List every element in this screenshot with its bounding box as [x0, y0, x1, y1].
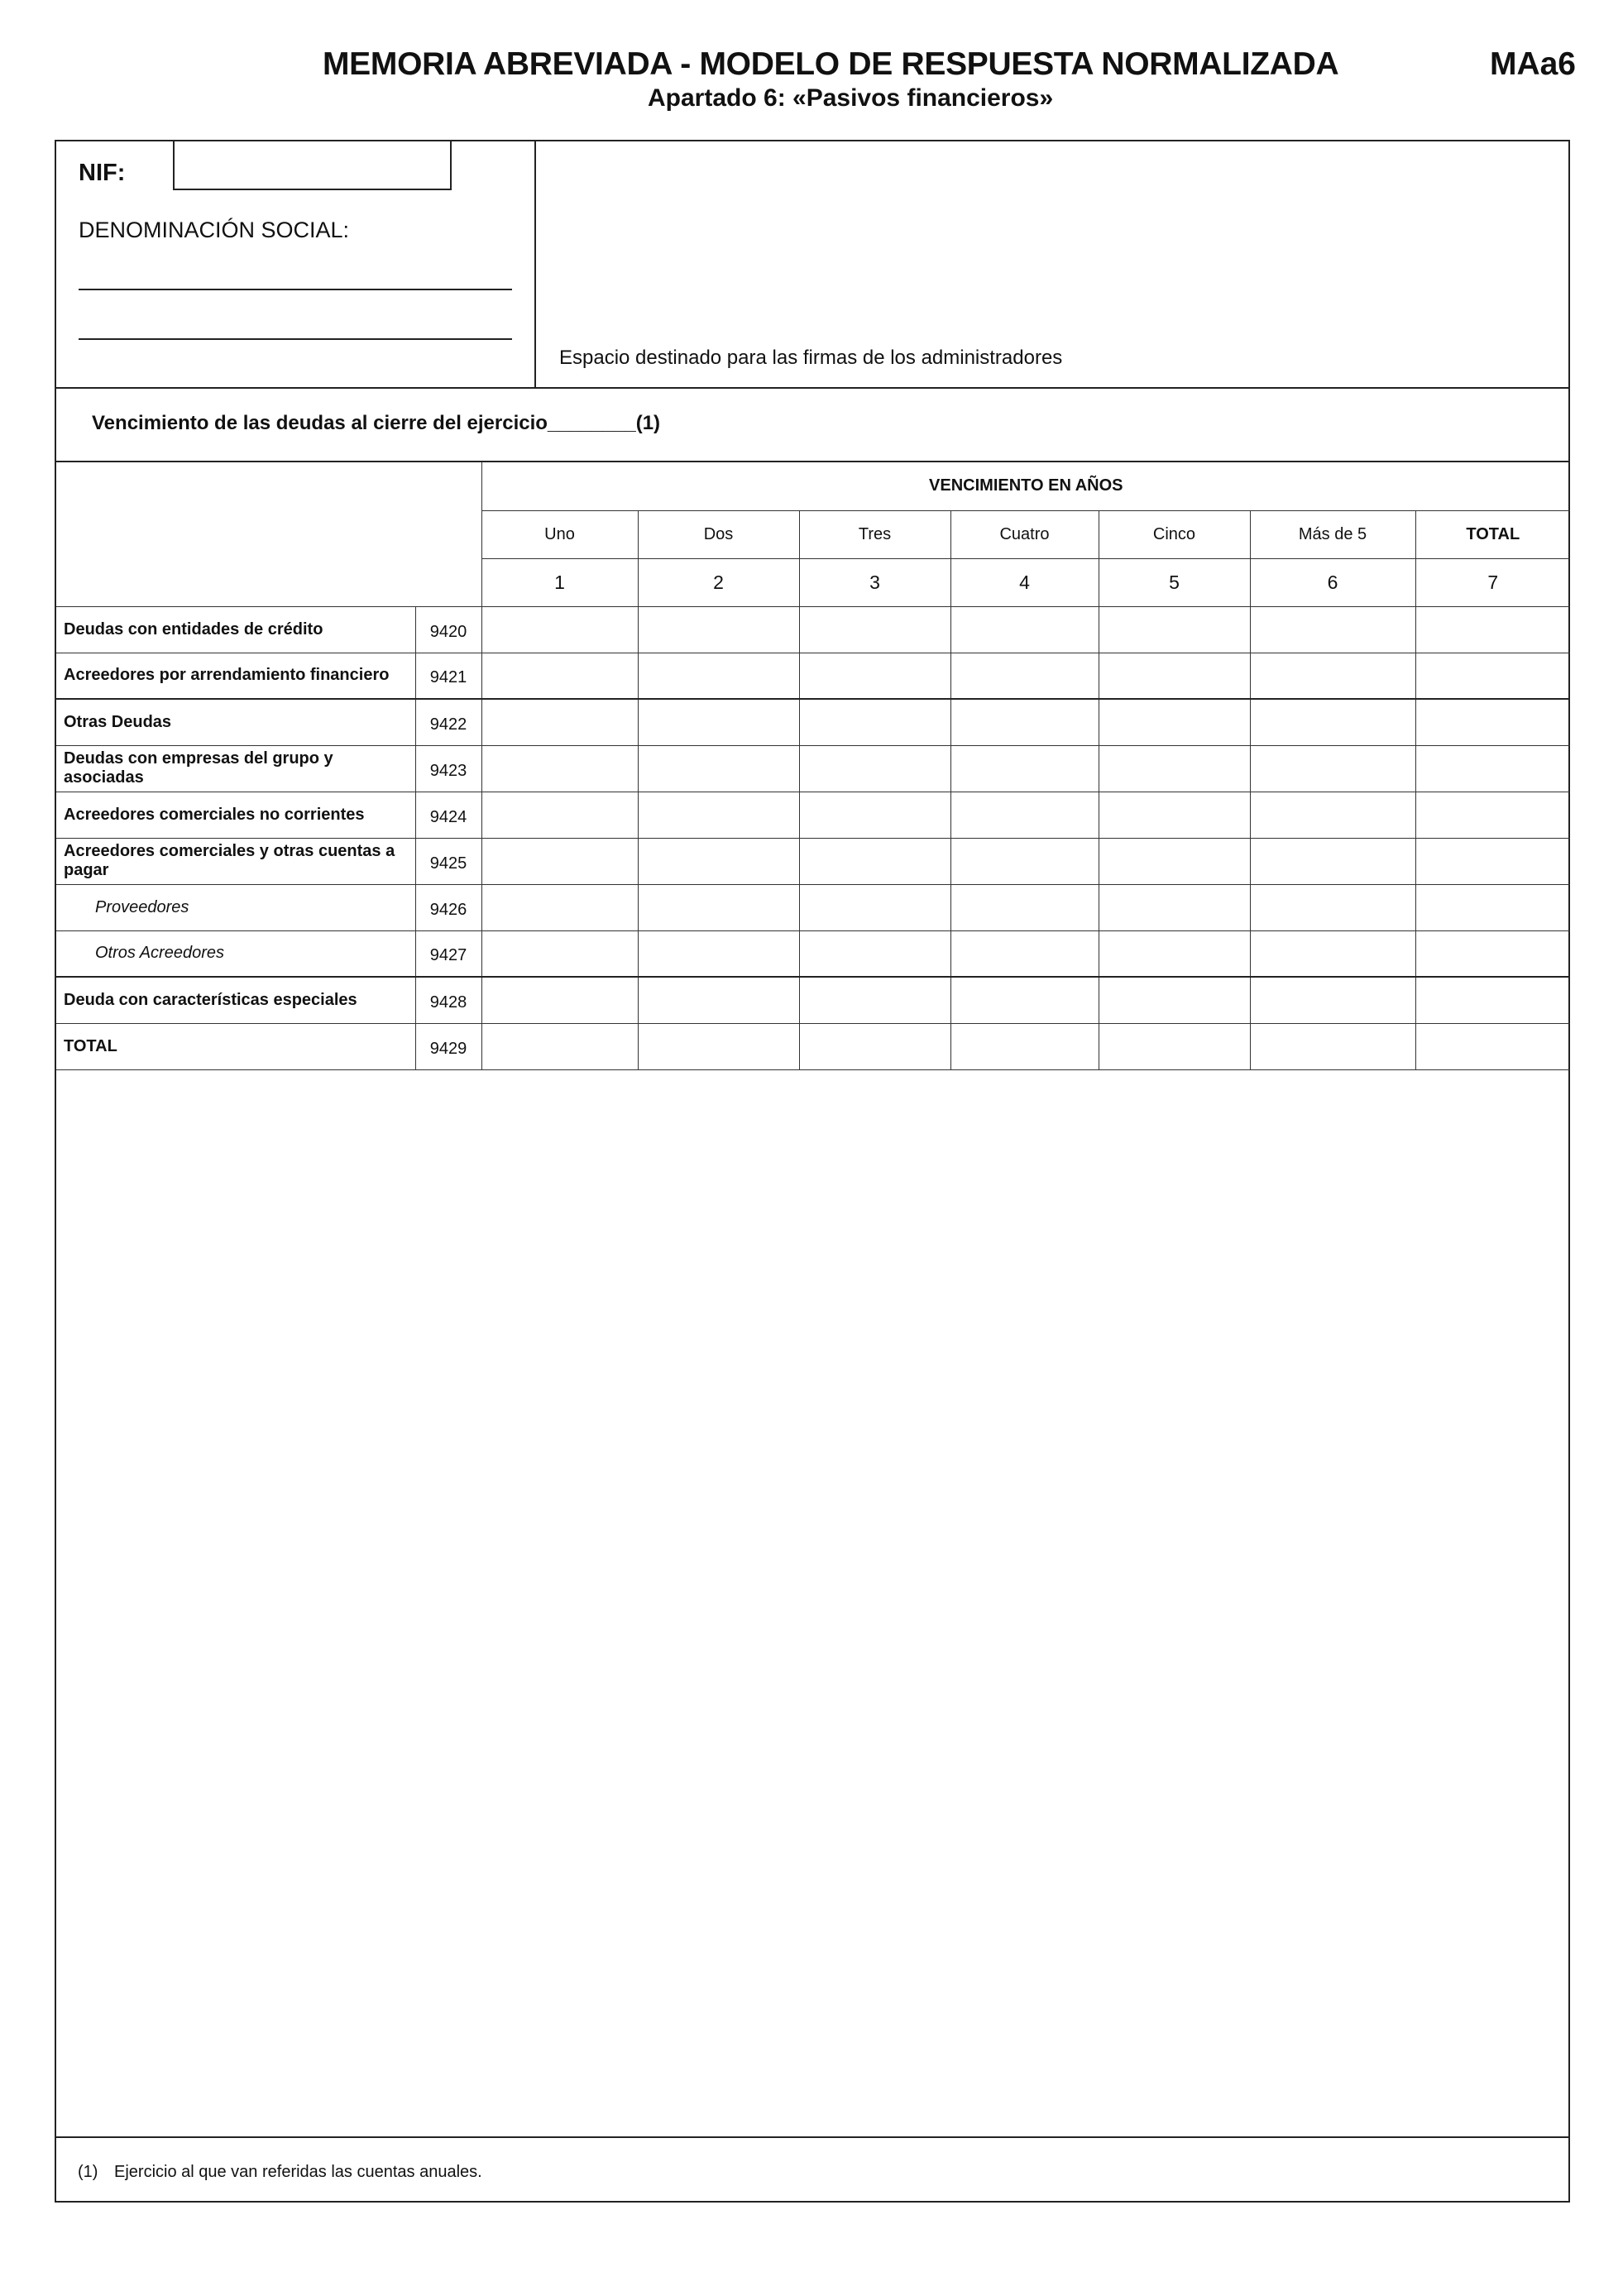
row-code: 9428 — [415, 977, 481, 1023]
col-header-mas-de-5: Más de 5 — [1250, 510, 1415, 558]
amount-input-cell[interactable] — [638, 838, 799, 884]
amount-input-cell[interactable] — [638, 977, 799, 1023]
amount-input-cell[interactable] — [1099, 699, 1250, 745]
amount-input-cell[interactable] — [950, 838, 1099, 884]
amount-input-cell[interactable] — [481, 699, 638, 745]
section-heading: Vencimiento de las deudas al cierre del ejercicio________(1) — [92, 412, 661, 434]
signatures-area-label: Espacio destinado para las firmas de los administradores — [559, 347, 1063, 369]
amount-input-cell[interactable] — [950, 884, 1099, 930]
amount-input-cell[interactable] — [481, 792, 638, 838]
amount-input-cell[interactable] — [1250, 745, 1415, 792]
table-row — [56, 838, 1570, 884]
amount-input-cell[interactable] — [1250, 1023, 1415, 1069]
table-corner-cell — [56, 462, 481, 606]
amount-input-cell[interactable] — [799, 653, 950, 699]
row-label: Deudas con empresas del grupo y asociadas — [56, 745, 415, 792]
col-header-uno: Uno — [481, 510, 638, 558]
col-header-dos: Dos — [638, 510, 799, 558]
amount-input-cell[interactable] — [638, 884, 799, 930]
identity-section — [56, 141, 1568, 389]
amount-input-cell[interactable] — [1099, 653, 1250, 699]
amount-input-cell[interactable] — [950, 699, 1099, 745]
table-row — [56, 653, 1570, 699]
amount-input-cell[interactable] — [638, 1023, 799, 1069]
table-row — [56, 792, 1570, 838]
amount-input-cell[interactable] — [1250, 930, 1415, 977]
table-row — [56, 930, 1570, 977]
row-code: 9425 — [415, 838, 481, 884]
amount-input-cell[interactable] — [638, 699, 799, 745]
col-number-5: 5 — [1099, 558, 1250, 606]
row-code: 9426 — [415, 884, 481, 930]
row-code: 9420 — [415, 606, 481, 653]
amount-input-cell[interactable] — [799, 792, 950, 838]
amount-input-cell[interactable] — [638, 606, 799, 653]
amount-input-cell[interactable] — [481, 606, 638, 653]
footnote-number: (1) — [78, 2163, 98, 2181]
amount-input-cell[interactable] — [1415, 792, 1570, 838]
amount-input-cell[interactable] — [1250, 606, 1415, 653]
form-code: MAa6 — [1489, 46, 1576, 82]
col-header-total: TOTAL — [1415, 510, 1570, 558]
col-number-4: 4 — [950, 558, 1099, 606]
amount-input-cell[interactable] — [1415, 1023, 1570, 1069]
amount-input-cell[interactable] — [1415, 699, 1570, 745]
row-label: Acreedores comerciales no corrientes — [56, 792, 415, 838]
col-number-3: 3 — [799, 558, 950, 606]
amount-input-cell[interactable] — [481, 838, 638, 884]
amount-input-cell[interactable] — [799, 699, 950, 745]
amount-input-cell[interactable] — [1250, 699, 1415, 745]
row-label: Otras Deudas — [56, 699, 415, 745]
amount-input-cell[interactable] — [1415, 838, 1570, 884]
group-header-cell: VENCIMIENTO EN AÑOS — [481, 462, 1570, 510]
amount-input-cell[interactable] — [1415, 977, 1570, 1023]
amount-input-cell[interactable] — [799, 606, 950, 653]
row-label: Acreedores comerciales y otras cuentas a pagar — [56, 838, 415, 884]
amount-input-cell[interactable] — [1099, 792, 1250, 838]
col-number-1: 1 — [481, 558, 638, 606]
form-title: MEMORIA ABREVIADA - MODELO DE RESPUESTA NORMALIZADA — [323, 46, 1339, 82]
amount-input-cell[interactable] — [799, 884, 950, 930]
amount-input-cell[interactable] — [481, 1023, 638, 1069]
table-row — [56, 1023, 1570, 1069]
amount-input-cell[interactable] — [1099, 884, 1250, 930]
amount-input-cell[interactable] — [799, 838, 950, 884]
liabilities-maturity-table — [56, 462, 1570, 1070]
col-number-6: 6 — [1250, 558, 1415, 606]
amount-input-cell[interactable] — [799, 745, 950, 792]
amount-input-cell[interactable] — [1099, 977, 1250, 1023]
col-number-2: 2 — [638, 558, 799, 606]
nif-label: NIF: — [79, 160, 126, 186]
amount-input-cell[interactable] — [1415, 606, 1570, 653]
amount-input-cell[interactable] — [1250, 792, 1415, 838]
row-label: Deuda con características especiales — [56, 977, 415, 1023]
amount-input-cell[interactable] — [1099, 745, 1250, 792]
amount-input-cell[interactable] — [481, 653, 638, 699]
amount-input-cell[interactable] — [638, 653, 799, 699]
row-code: 9429 — [415, 1023, 481, 1069]
table-row — [56, 699, 1570, 745]
denominacion-label: DENOMINACIÓN SOCIAL: — [79, 218, 350, 242]
table-row — [56, 606, 1570, 653]
col-header-cinco: Cinco — [1099, 510, 1250, 558]
amount-input-cell[interactable] — [950, 977, 1099, 1023]
amount-input-cell[interactable] — [1099, 1023, 1250, 1069]
amount-input-cell[interactable] — [481, 745, 638, 792]
footnote-text: Ejercicio al que van referidas las cuentas anuales. — [114, 2163, 482, 2181]
amount-input-cell[interactable] — [1099, 606, 1250, 653]
nif-field[interactable] — [173, 140, 452, 190]
amount-input-cell[interactable] — [638, 792, 799, 838]
amount-input-cell[interactable] — [638, 930, 799, 977]
identity-left-panel — [56, 141, 536, 387]
amount-input-cell[interactable] — [481, 977, 638, 1023]
table-row — [56, 745, 1570, 792]
form-subtitle: Apartado 6: «Pasivos financieros» — [648, 84, 1054, 112]
row-label: Proveedores — [56, 884, 415, 930]
form-frame — [55, 140, 1570, 2203]
row-code: 9427 — [415, 930, 481, 977]
amount-input-cell[interactable] — [1415, 930, 1570, 977]
denominacion-field-line-2[interactable] — [79, 338, 512, 340]
row-code: 9421 — [415, 653, 481, 699]
row-label: Otros Acreedores — [56, 930, 415, 977]
denominacion-field-line-1[interactable] — [79, 289, 512, 290]
row-label: Acreedores por arrendamiento financiero — [56, 653, 415, 699]
row-label: TOTAL — [56, 1023, 415, 1069]
amount-input-cell[interactable] — [1099, 838, 1250, 884]
row-label: Deudas con entidades de crédito — [56, 606, 415, 653]
table-row — [56, 977, 1570, 1023]
amount-input-cell[interactable] — [950, 653, 1099, 699]
amount-input-cell[interactable] — [799, 1023, 950, 1069]
table-body — [56, 606, 1570, 1069]
row-code: 9424 — [415, 792, 481, 838]
amount-input-cell[interactable] — [481, 884, 638, 930]
amount-input-cell[interactable] — [1250, 977, 1415, 1023]
amount-input-cell[interactable] — [1415, 884, 1570, 930]
col-header-tres: Tres — [799, 510, 950, 558]
amount-input-cell[interactable] — [950, 792, 1099, 838]
row-code: 9422 — [415, 699, 481, 745]
row-code: 9423 — [415, 745, 481, 792]
footnote-section — [56, 2136, 1568, 2203]
amount-input-cell[interactable] — [950, 606, 1099, 653]
col-number-7: 7 — [1415, 558, 1570, 606]
amount-input-cell[interactable] — [1250, 653, 1415, 699]
amount-input-cell[interactable] — [1415, 653, 1570, 699]
section-heading-row — [56, 389, 1568, 462]
amount-input-cell[interactable] — [1250, 838, 1415, 884]
amount-input-cell[interactable] — [950, 745, 1099, 792]
amount-input-cell[interactable] — [638, 745, 799, 792]
amount-input-cell[interactable] — [799, 977, 950, 1023]
amount-input-cell[interactable] — [950, 930, 1099, 977]
table-row — [56, 884, 1570, 930]
amount-input-cell[interactable] — [1415, 745, 1570, 792]
amount-input-cell[interactable] — [1250, 884, 1415, 930]
amount-input-cell[interactable] — [799, 930, 950, 977]
amount-input-cell[interactable] — [950, 1023, 1099, 1069]
amount-input-cell[interactable] — [1099, 930, 1250, 977]
amount-input-cell[interactable] — [481, 930, 638, 977]
col-header-cuatro: Cuatro — [950, 510, 1099, 558]
